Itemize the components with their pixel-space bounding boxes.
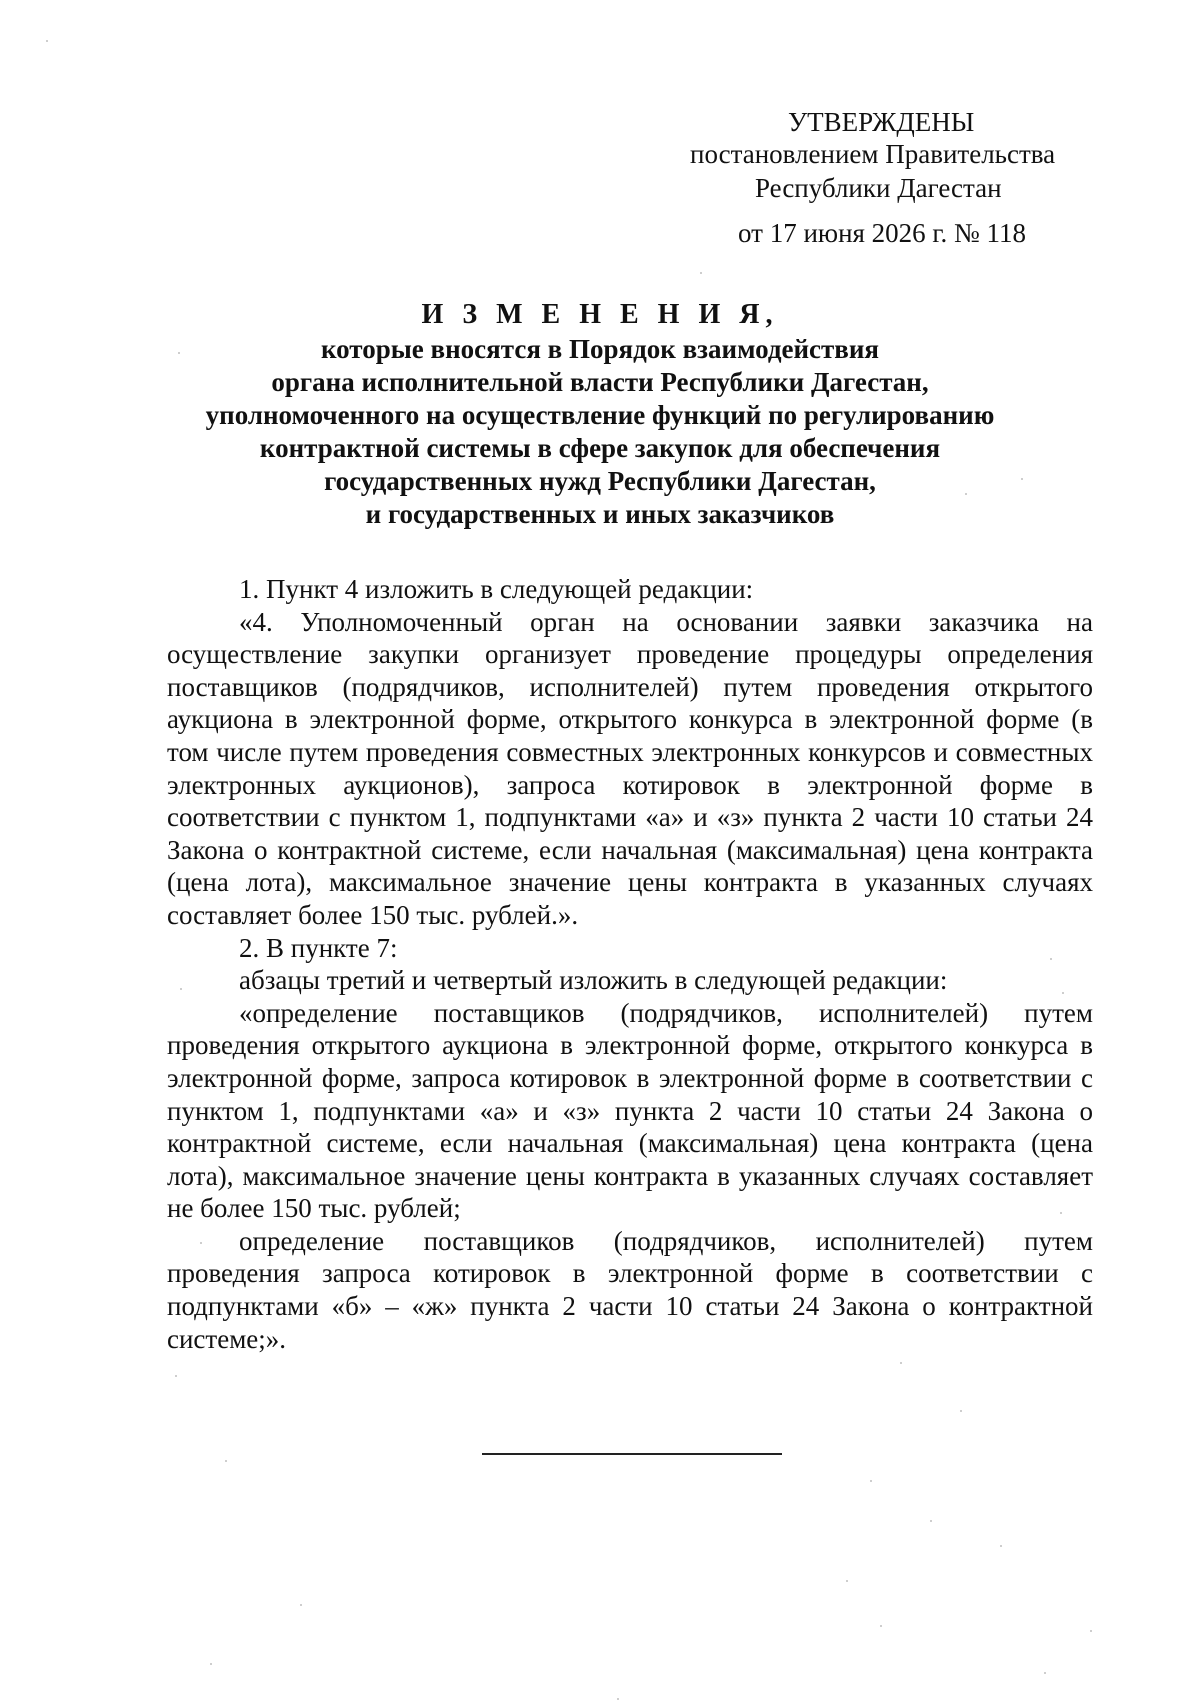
title-line: и государственных и иных заказчиков — [365, 499, 835, 529]
paragraph-instruction: абзацы третий и четвертый изложить в следующей редакции: — [239, 965, 948, 996]
paragraph-new-point-4: «4. Уполномоченный орган на основании заявки заказчика на осуществление закупки организует проведение процедуры определения поставщиков (подрядчиков, исполнителей) путем проведения открытого аукциона в электронной форме, открытого конкурса в электронной форме (в том числе путем проведения совместных электронных конкурсов и совместных электронных аукционов), запроса котировок в электронной форме в соответствии с пунктом 1, подпунктами «а» и «з» пункта 2 части 10 статьи 24 Закона о контрактной системе, если начальная (максимальная) цена контракта (цена лота), максимальное значение цены контракта в указанных случаях составляет более 150 тыс. рублей.». — [167, 606, 1093, 930]
title-line: органа исполнительной власти Республики Дагестан, — [271, 367, 929, 397]
title-heading: И З М Е Н Е Н И Я, — [421, 299, 779, 330]
paragraph-item-1: 1. Пункт 4 изложить в следующей редакции: — [239, 574, 754, 604]
title-line: уполномоченного на осуществление функций по регулированию — [205, 400, 995, 430]
approval-heading: УТВЕРЖДЕНЫ — [788, 107, 975, 137]
title-line: контрактной системы в сфере закупок для обеспечения — [259, 433, 941, 463]
document-title — [160, 298, 1040, 531]
paragraph-abzac-4: определение поставщиков (подрядчиков, исполнителей) путем проведения запроса котировок в электронной форме в соответствии с подпунктами «б» – «ж» пункта 2 части 10 статьи 24 Закона о контрактной системе;». — [167, 1225, 1093, 1354]
paragraph-abzac-3: «определение поставщиков (подрядчиков, исполнителей) путем проведения открытого аукциона в электронной форме, открытого конкурса в электронной форме, запроса котировок в электронной форме в соответствии с пунктом 1, подпунктами «а» и «з» пункта 2 части 10 статьи 24 Закона о контрактной системе, если начальная (максимальная) цена контракта (цена лота), максимальное значение цены контракта в указанных случаях составляет не более 150 тыс. рублей; — [167, 997, 1093, 1224]
document-body — [167, 573, 1093, 1355]
title-line: которые вносятся в Порядок взаимодействия — [320, 334, 880, 364]
title-line: государственных нужд Республики Дагестан, — [324, 466, 876, 496]
approval-region: Республики Дагестан — [755, 173, 1002, 203]
approval-authority: постановлением Правительства — [690, 139, 1056, 169]
approval-date-number: от 17 июня 2026 г. № 118 — [738, 218, 1026, 248]
end-separator-line — [482, 1453, 782, 1455]
paragraph-item-2: 2. В пункте 7: — [239, 932, 398, 963]
